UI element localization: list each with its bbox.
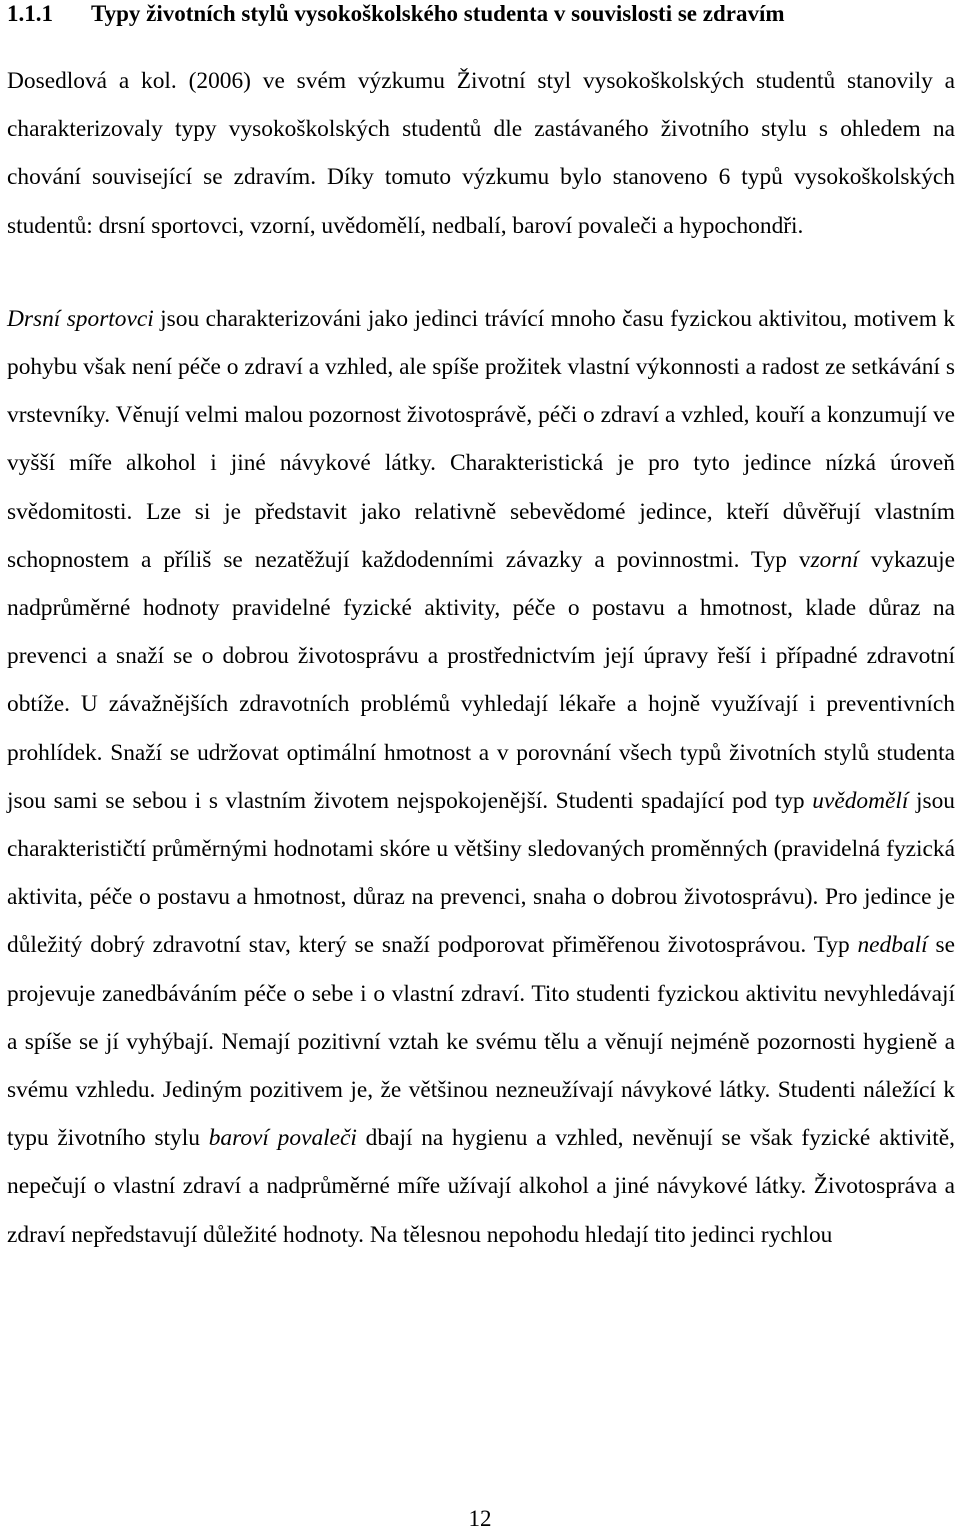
section-heading (7, 0, 955, 28)
term-vzorni: zorní (810, 546, 859, 573)
term-barovi-povaleci: baroví povaleči (208, 1125, 357, 1152)
paragraph-types (7, 295, 955, 1259)
page-number: 12 (468, 1506, 492, 1531)
term-drsni-sportovci: Drsní sportovci (7, 305, 154, 332)
section-title: Typy životních stylů vysokoškolského studenta v souvislosti se zdravím (91, 1, 785, 26)
section-number: 1.1.1 (7, 1, 53, 26)
term-uvedomeli: uvědomělí (812, 787, 909, 814)
paragraph-text: dbají na hygienu a vzhled, nevěnují se však fyzické aktivitě, nepečují o vlastní zdraví a nadprůměrné míře užívají alkohol a jiné návykové látky. Životospráva a zdraví nepředstavují důležité hodnoty. Na tělesnou nepohodu hledají tito jedinci rychlou (7, 1125, 956, 1248)
document-page (7, 0, 955, 1259)
paragraph-text: jsou charakterizováni jako jedinci trávící mnoho času fyzickou aktivitou, motivem k pohybu však není péče o zdraví a vzhled, ale spíše prožitek vlastní výkonnosti a radost ze setkávání s vrstevníky. Věnují velmi malou pozornost životosprávě, péči o zdraví a vzhled, kouří a konzumují ve vyšší míře alkohol i jiné návykové látky. Charakteristická je pro tyto jedince nízká úroveň svědomitosti. Lze si je představit jako relativně sebevědomé jedince, kteří důvěřují vlastním schopnostem a příliš se nezatěžují každodenními závazky a povinnostmi. Typ v (7, 305, 955, 573)
paragraph-text: vykazuje nadprůměrné hodnoty pravidelné fyzické aktivity, péče o postavu a hmotnost, klade důraz na prevenci a snaží se o dobrou životosprávu a prostřednictvím její úpravy řeší i případné zdravotní obtíže. U závažnějších zdravotních problémů vyhledají lékaře a hojně využívají i preventivních prohlídek. Snaží se udržovat optimální hmotnost a v porovnání všech typů životních stylů studenta jsou sami se sebou i s vlastním životem nejspokojenější. Studenti spadající pod typ (7, 546, 956, 814)
paragraph-text: jsou charakterističtí průměrnými hodnotami skóre u většiny sledovaných proměnných (pravidelná fyzická aktivita, péče o postavu a hmotnost, důraz na prevenci, snaha o dobrou životosprávu). Pro jedince je důležitý dobrý zdravotní stav, který se snaží podporovat přiměřenou životosprávou. Typ (7, 787, 955, 959)
paragraph-text: se projevuje zanedbáváním péče o sebe i o vlastní zdraví. Tito studenti fyzickou aktivitu nevyhledávají a spíše se jí vyhýbají. Nemají pozitivní vztah ke svému tělu a věnují nejméně pozornosti hygieně a svému vzhledu. Jediným pozitivem je, že většinou nezneužívají návykové látky. Studenti náležící k typu životního stylu (7, 932, 955, 1152)
paragraph-intro: Dosedlová a kol. (2006) ve svém výzkumu Životní styl vysokoškolských studentů stanovily a charakterizovaly typy vysokoškolských studentů dle zastávaného životního stylu s ohledem na chování související se zdravím. Díky tomuto výzkumu bylo stanoveno 6 typů vysokoškolských studentů: drsní sportovci, vzorní, uvědomělí, nedbalí, baroví povaleči a hypochondři. (7, 68, 955, 239)
term-nedbali: nedbalí (857, 932, 928, 959)
